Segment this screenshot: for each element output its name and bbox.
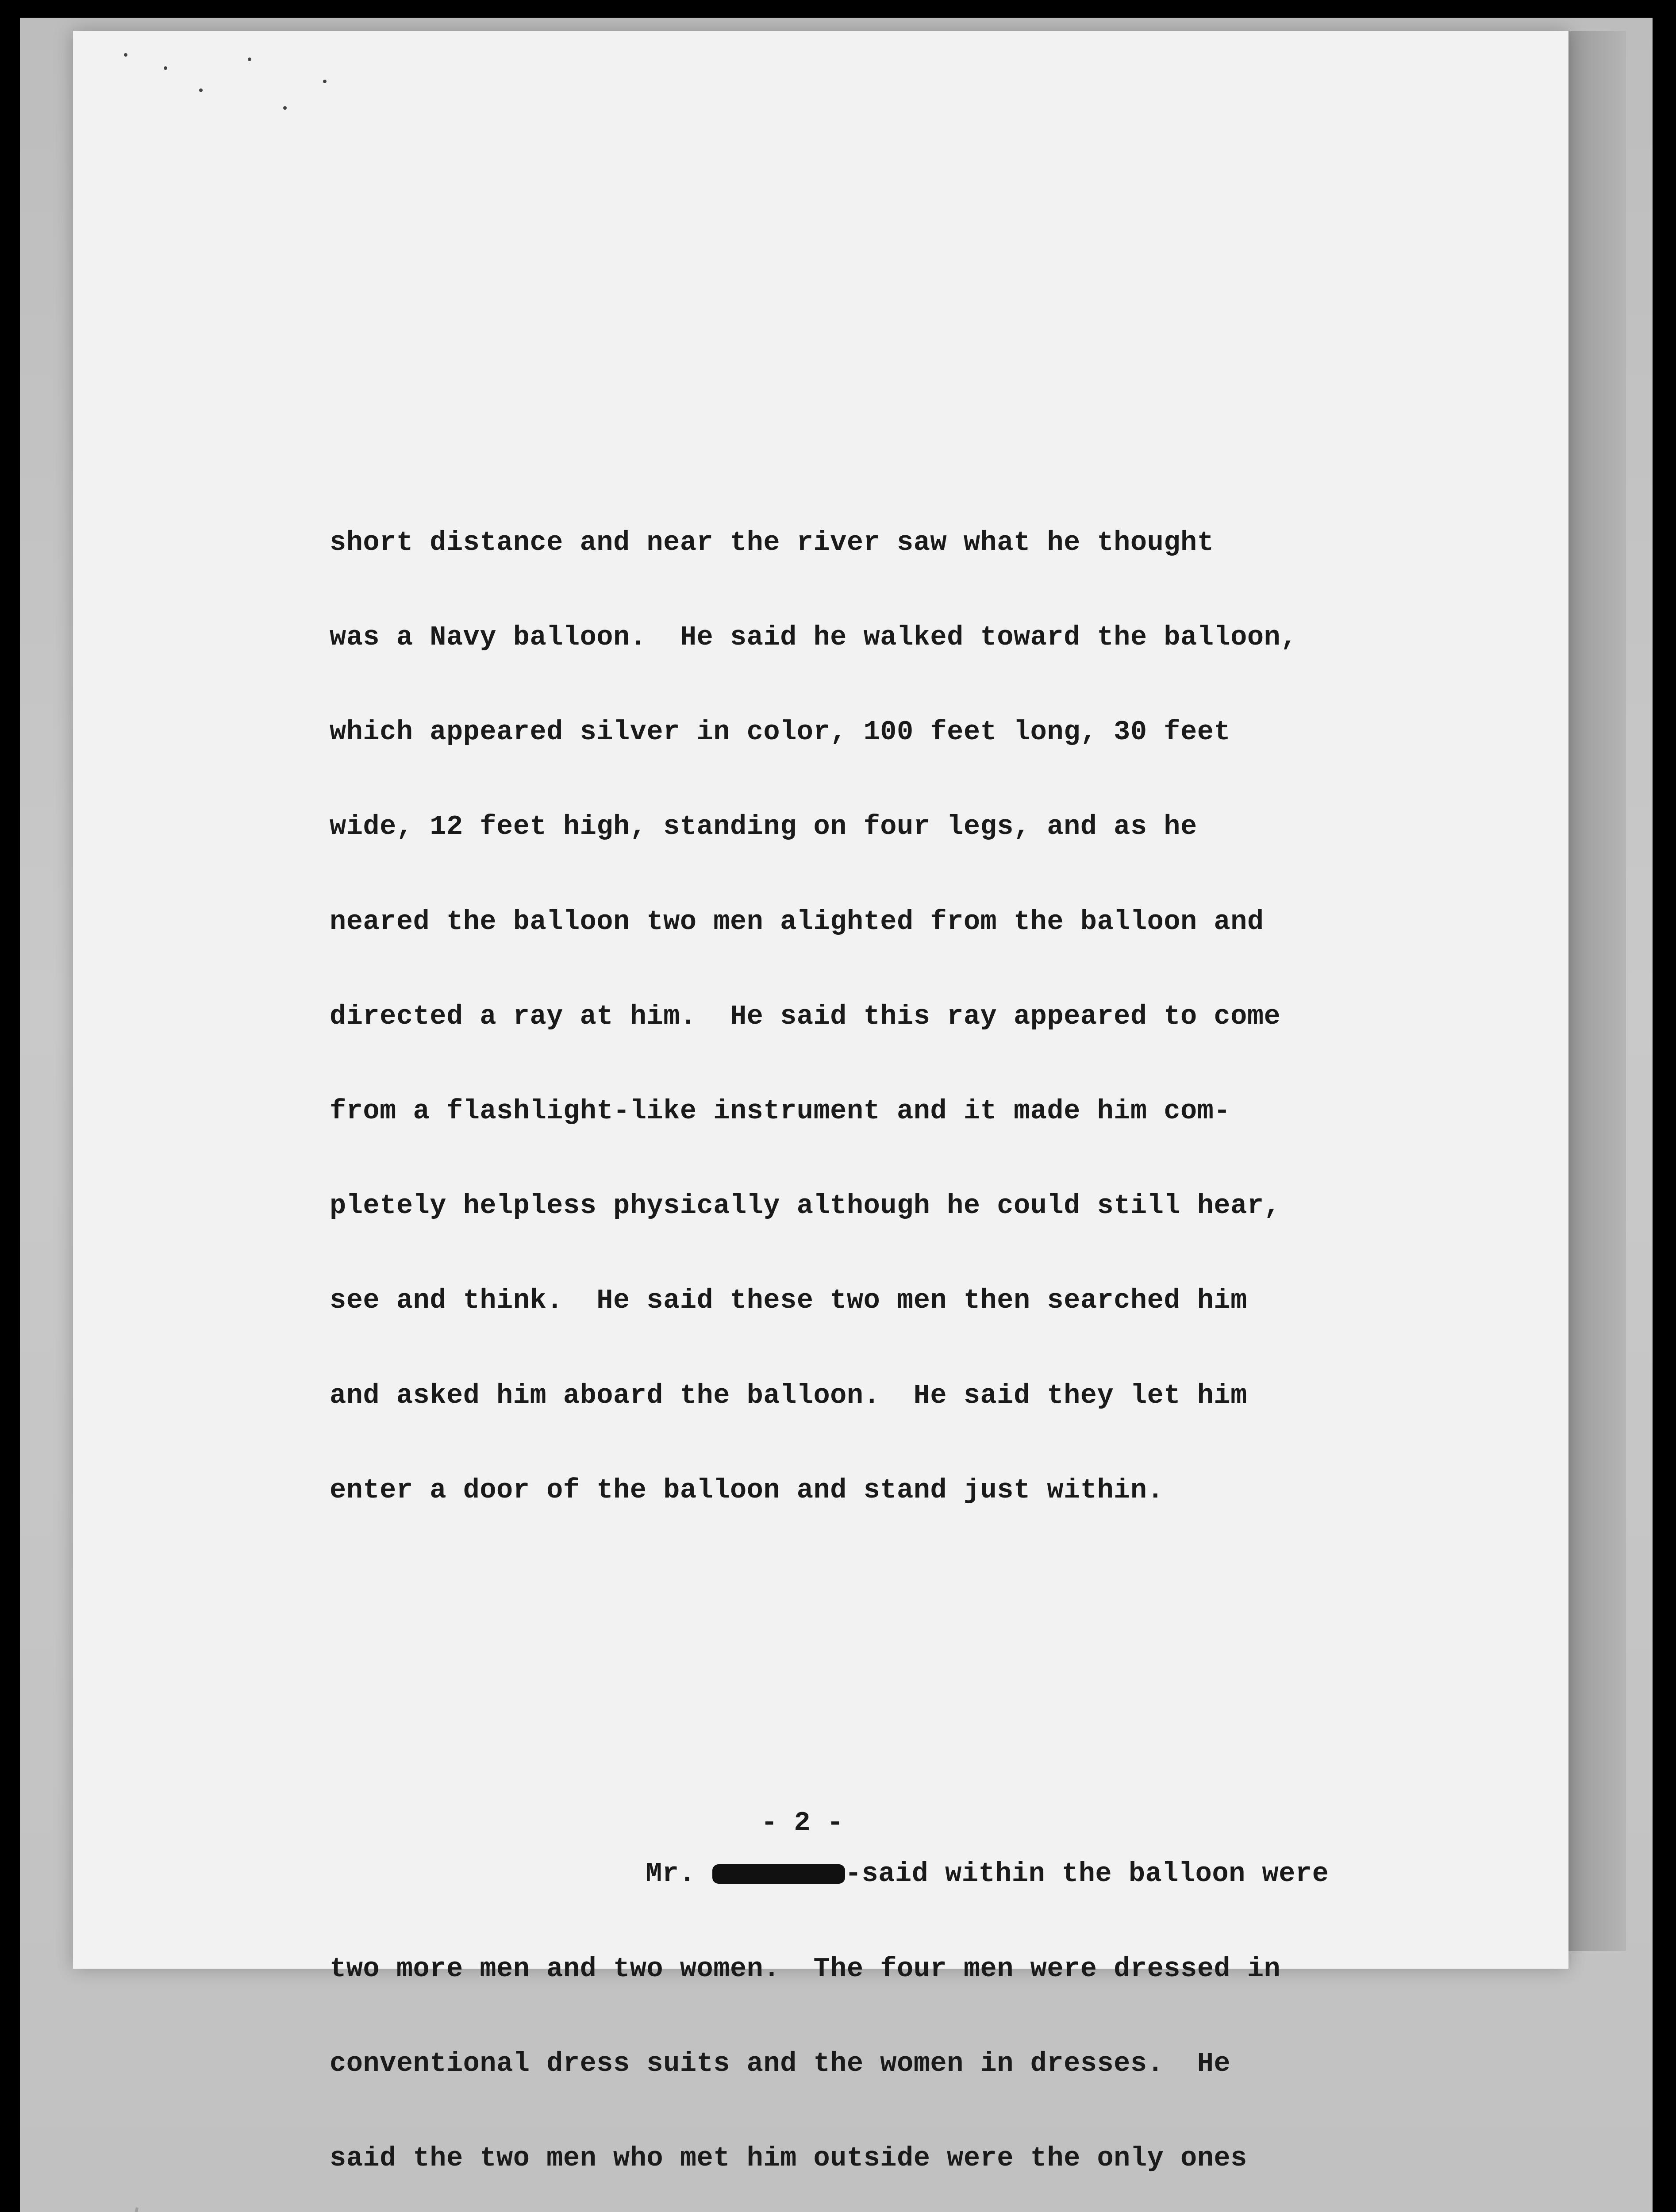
text-line: pletely helpless physically although he could still hear, bbox=[330, 1190, 1281, 1222]
text-line: conventional dress suits and the women in dresses. He bbox=[330, 2047, 1231, 2079]
scan-specks bbox=[115, 40, 381, 137]
text-line bbox=[330, 1858, 1431, 1889]
text-fragment: -said within the balloon were bbox=[845, 1858, 1329, 1890]
text-fragment: Mr. bbox=[646, 1858, 712, 1890]
text-line: from a flashlight-like instrument and it made him com- bbox=[330, 1095, 1231, 1127]
text-line: which appeared silver in color, 100 feet long, 30 feet bbox=[330, 716, 1231, 748]
text-line: and asked him aboard the balloon. He said they let him bbox=[330, 1379, 1247, 1411]
redaction-mark bbox=[712, 1864, 845, 1884]
page-number: - 2 - bbox=[761, 1807, 844, 1839]
paragraph-gap bbox=[330, 1664, 1431, 1700]
page-edge-shadow bbox=[1568, 31, 1626, 1951]
paragraph-2 bbox=[330, 1795, 1431, 2212]
text-line: see and think. He said these two men then searched him bbox=[330, 1285, 1247, 1317]
text-line: wide, 12 feet high, standing on four legs, and as he bbox=[330, 811, 1197, 843]
paragraph-1 bbox=[330, 464, 1431, 1569]
text-line: said the two men who met him outside were the only ones bbox=[330, 2142, 1247, 2174]
text-line: neared the balloon two men alighted from the balloon and bbox=[330, 906, 1264, 937]
text-line: two more men and two women. The four men were dressed in bbox=[330, 1953, 1281, 1985]
document-body bbox=[330, 400, 1431, 2212]
text-line: was a Navy balloon. He said he walked toward the balloon, bbox=[330, 621, 1297, 653]
text-line: directed a ray at him. He said this ray appeared to come bbox=[330, 1000, 1281, 1032]
text-line: short distance and near the river saw what he thought bbox=[330, 526, 1214, 558]
text-line: enter a door of the balloon and stand just within. bbox=[330, 1474, 1164, 1506]
film-scratch-mark bbox=[66, 2190, 208, 2212]
